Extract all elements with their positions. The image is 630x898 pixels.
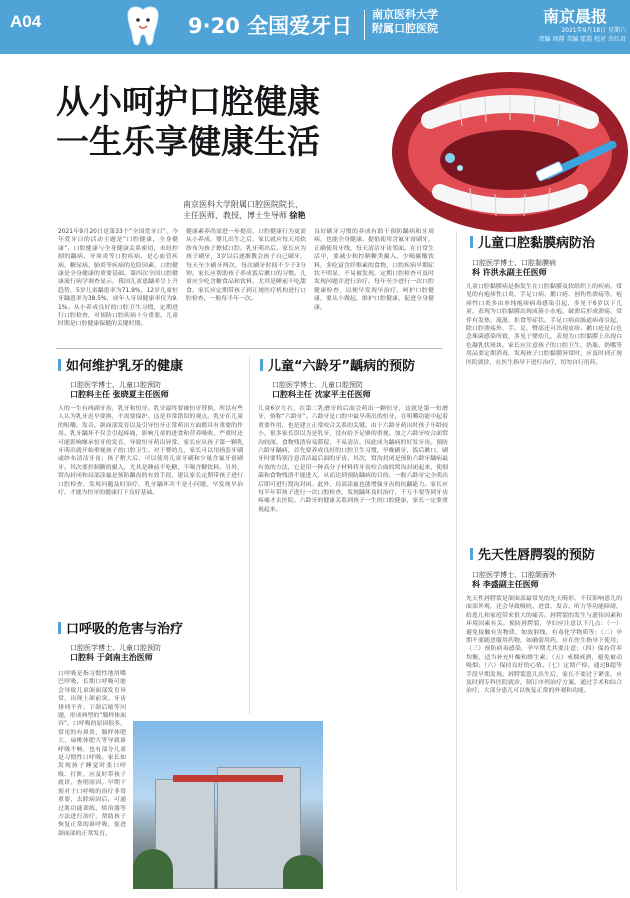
title-accent (470, 236, 473, 248)
column-divider (456, 232, 457, 890)
newspaper-brand: 南京晨报 (543, 7, 608, 26)
section-title-primary: 如何维护乳牙的健康 (58, 359, 183, 375)
primary-body: 人的一生有两副牙齿，乳牙和恒牙。乳牙最终要被恒牙替换，所以有些人认为乳牙迟早要换，不需要保护。这是非常错误的观点。乳牙在儿童的咀嚼、发音、颌面部发育以及引导恒牙正常萌出方面都具有重要的作用。乳牙龋坏不仅会引起疼痛，影响儿童的进食和营养吸收，严重时还可能影响继承恒牙的发育，导致恒牙萌出异常。家长应从孩子第一颗乳牙萌出就开始重视孩子的口腔卫生。对于婴幼儿，家长可以用指套牙刷或纱布清洁牙齿；孩子稍大后，可以使用儿童牙刷和少量含氟牙膏刷牙。其次要控制糖的摄入，尤其是睡前不吃糖、不喝含糖饮料。另外，窝沟封闭和局部涂氟是预防龋齿的有效手段，建议家长定期带孩子进行口腔检查，发现问题及时治疗。乳牙龋坏并不是小问题，早发现早治疗，才能为恒牙的健康打下良好基础。 (58, 406, 243, 497)
expert-line: 口腔医学博士、口腔颌面外 (472, 571, 556, 579)
hospital-building-photo (133, 721, 323, 889)
section-title-sixth-molar: 儿童“六龄牙”龋病的预防 (260, 359, 415, 375)
byline-author: 徐艳 (289, 211, 306, 220)
section-divider (56, 348, 442, 349)
headline-line-2: 一生乐享健康生活 (56, 122, 320, 161)
title-accent (58, 359, 61, 371)
mucosa-body: 儿童口腔黏膜病是指发生在口腔黏膜及软组织上的疾病，常见的有疱疹性口炎、手足口病、鹅口疮、创伤性溃疡等。疱疹性口炎多由单纯疱疹病毒感染引起，多见于6岁以下儿童，表现为口腔黏膜出现成簇小水疱，破溃后形成溃疡，常伴有发热、流涎、拒食等症状。手足口病由肠道病毒引起，除口腔溃疡外，手、足、臀部还可出现皮疹。鹅口疮是白色念珠菌感染所致，多见于婴幼儿，表现为口腔黏膜上出现白色凝乳状斑块。家长应注意孩子的口腔卫生，奶瓶、奶嘴等用品要定期消毒，发现孩子口腔黏膜异常时，应及时到正规医院就诊，在医生指导下进行治疗，切勿自行用药。 (466, 284, 622, 366)
breathing-body: 口呼吸是指习惯性地用嘴巴呼吸，长期口呼吸可能会导致儿童颌面部发育异常，出现上颌前突、牙齿排列不齐、下颌后缩等问题，形成典型的“腺样体面容”。口呼吸的原因很多，常见的有鼻炎、腺样体肥大、扁桃体肥大等导致鼻呼吸不畅，也有部分儿童是习惯性口呼吸。家长如发现孩子睡觉时张口呼吸、打鼾，应及时带孩子就诊，查明原因。早期干预对于口呼吸的治疗非常重要，去除病因后，可通过肌功能训练、矫治器等方法进行治疗，帮助孩子恢复正常的鼻呼吸，促进颌面部的正常发育。 (58, 671, 126, 837)
tree (133, 849, 173, 889)
intro-col-2: 健康素养尚需进一步提高，口腔健康行为更需从小养成。婴儿出生之后，家长就应每天用软纱布为孩子擦拭口腔。乳牙萌出后，家长应为孩子刷牙，3岁以后逐渐教会孩子自己刷牙，每天至少刷牙两次，每次刷牙时间不少于3分钟。家长应帮助孩子养成饭后漱口的习惯。儿童应少吃含糖食品和饮料，尤其是睡前不吃甜食。家长应定期带孩子到正规医疗机构进行口腔检查，一般每半年一次。 (186, 229, 306, 303)
tooth-mascot-icon (120, 3, 166, 51)
institution-line-2: 附属口腔医院 (372, 22, 438, 35)
section-title-breathing: 口呼吸的危害与治疗 (58, 622, 183, 638)
intro-col-3: 良好刷牙习惯的养成有助于预防龋病和牙周病，也能全身健康。提倡使用含氟牙膏刷牙，正确使用牙线，每天清洁牙齿邻面。在日常生活中，要减少和控制糖类摄入，少喝碳酸饮料，多吃富含纤维素的食物。口腔疾病早期症状不明显，不易被发现，定期口腔检查可及时发现问题并进行治疗。每年至少进行一次口腔健康检查，以便早发现早治疗。呵护口腔健康，要从小做起，维护口腔健康，促进全身健康。 (314, 229, 434, 311)
expert-name: 科 许洪永副主任医师 (472, 268, 547, 277)
masthead-divider (364, 10, 365, 40)
expert-name: 口腔科主任 张晓夏主任医师 (70, 390, 169, 399)
headline (56, 82, 376, 162)
title-accent (58, 622, 61, 634)
expert-line: 口腔医学博士、儿童口腔预防 (70, 644, 161, 652)
expert-line: 口腔医学博士、口腔黏膜病 (472, 259, 556, 267)
page-number: A04 (10, 12, 42, 31)
sixth-experts (272, 380, 371, 400)
event-title: 9·20 全国爱牙日 (188, 14, 353, 38)
cleft-experts (472, 570, 556, 590)
sixth-body: 儿童6岁左右，在第二乳磨牙的后面会萌出一颗恒牙，这就是第一恒磨牙，俗称“六龄牙”。六龄牙是口腔中最早萌出的恒牙，在咀嚼功能中起着重要作用，也是建立正常咬合关系的关键。由于六龄牙萌出时孩子年龄较小，很多家长误以为是乳牙，没有给予足够的重视。加之六龄牙咬合面窝沟较深，食物残渣容易滞留，不易清洁，因此成为龋病的好发牙齿。预防六龄牙龋病，首先要养成良好的口腔卫生习惯，早晚刷牙，饭后漱口，刷牙时要特别注意清洁最后面的牙齿。其次，窝沟封闭是预防六龄牙龋病最有效的方法，它是用一种高分子材料将牙齿咬合面的窝沟封闭起来，使细菌和食物残渣不能进入，从而达到预防龋病的目的。一般六龄牙完全萌出后即可进行窝沟封闭。此外，局部涂氟也能增强牙齿的抗龋能力。家长应每半年带孩子进行一次口腔检查，发现龋坏及时治疗，千万不要等到牙齿疼痛才去医院。六龄牙的健康关系到孩子一生的口腔健康，家长一定要重视起来。 (258, 406, 448, 513)
hospital-sign (173, 775, 283, 782)
title-accent (260, 359, 263, 371)
issue-date: 2021年9月18日 星期六 (561, 27, 626, 34)
institution-line-1: 南京医科大学 (372, 8, 438, 21)
intro-col-1: 2021年9月20日是第33个“全国爱牙日”，今年爱牙日的活动主题是“口腔健康，全身健康”。口腔健康与全身健康关系密切，未经控制的龋病、牙周炎等口腔疾病，是心血管疾病、糖尿病、肺炎等疾病的危险因素，口腔健康是全身健康的重要基础。第四次全国口腔健康流行病学调查显示，我国儿童患龋率呈上升趋势，5岁儿童龋患率为71.9%，12岁儿童恒牙龋患率为38.5%，成年人牙周健康率仅为9.1%。从小养成良好的口腔卫生习惯，定期进行口腔检查，对预防口腔疾病十分重要。儿童时期是口腔健康保健的关键时期。 (58, 229, 178, 328)
mouth-illustration (390, 60, 630, 240)
expert-name: 口腔科主任 沈家平主任医师 (272, 390, 371, 399)
primary-experts (70, 380, 169, 400)
sixth-body-cont (330, 721, 448, 889)
headline-line-1: 从小呵护口腔健康 (56, 82, 320, 121)
institution-name (372, 8, 438, 36)
column-divider (249, 356, 250, 714)
section-title-mucosa: 儿童口腔黏膜病防治 (470, 236, 595, 252)
tree (283, 855, 323, 889)
issue-editors: 责编 周翔 美编 霍霞 校对 余红君 (538, 36, 626, 43)
expert-name: 口腔科 于剑南主治医师 (70, 653, 153, 662)
breathing-experts (70, 643, 161, 663)
section-title-cleft: 先天性唇腭裂的预防 (470, 548, 595, 564)
author-byline (183, 199, 403, 221)
title-accent (470, 548, 473, 560)
expert-line: 口腔医学博士、儿童口腔预防 (70, 381, 161, 389)
cleft-body: 先天性唇腭裂是颌面部最常见的先天畸形，不仅影响患儿的面部外观，还会导致吸吮、进食、发音、听力等功能障碍，给患儿和家庭带来很大的痛苦。唇腭裂的发生与遗传因素和环境因素有关。预防唇腭裂，孕妇应注意以下几点：（一）避免接触有害物质，如放射线、有毒化学物质等；（二）孕期不要随意服用药物，如确需用药，应在医生指导下使用；（三）预防病毒感染，孕早期尤其要注意；（四）保持营养均衡，适当补充叶酸和维生素；（五）戒烟戒酒，避免被动吸烟；（六）保持良好的心情。（七）定期产检，通过B超等手段早期发现。唇腭裂患儿出生后，家长不要过于紧张，应及时到专科医院就诊，制订序列治疗方案，通过手术和综合治疗，大部分患儿可以恢复正常的外观和功能。 (466, 596, 622, 695)
byline-title-2: 主任医师、教授、博士生导师 (183, 211, 287, 220)
issue-meta (500, 26, 626, 44)
byline-title-1: 南京医科大学附属口腔医院院长、 (183, 200, 303, 209)
mucosa-experts (472, 258, 556, 278)
expert-line: 口腔医学博士、儿童口腔预防 (272, 381, 363, 389)
masthead (0, 0, 630, 54)
expert-name: 科 李盛副主任医师 (472, 580, 539, 589)
